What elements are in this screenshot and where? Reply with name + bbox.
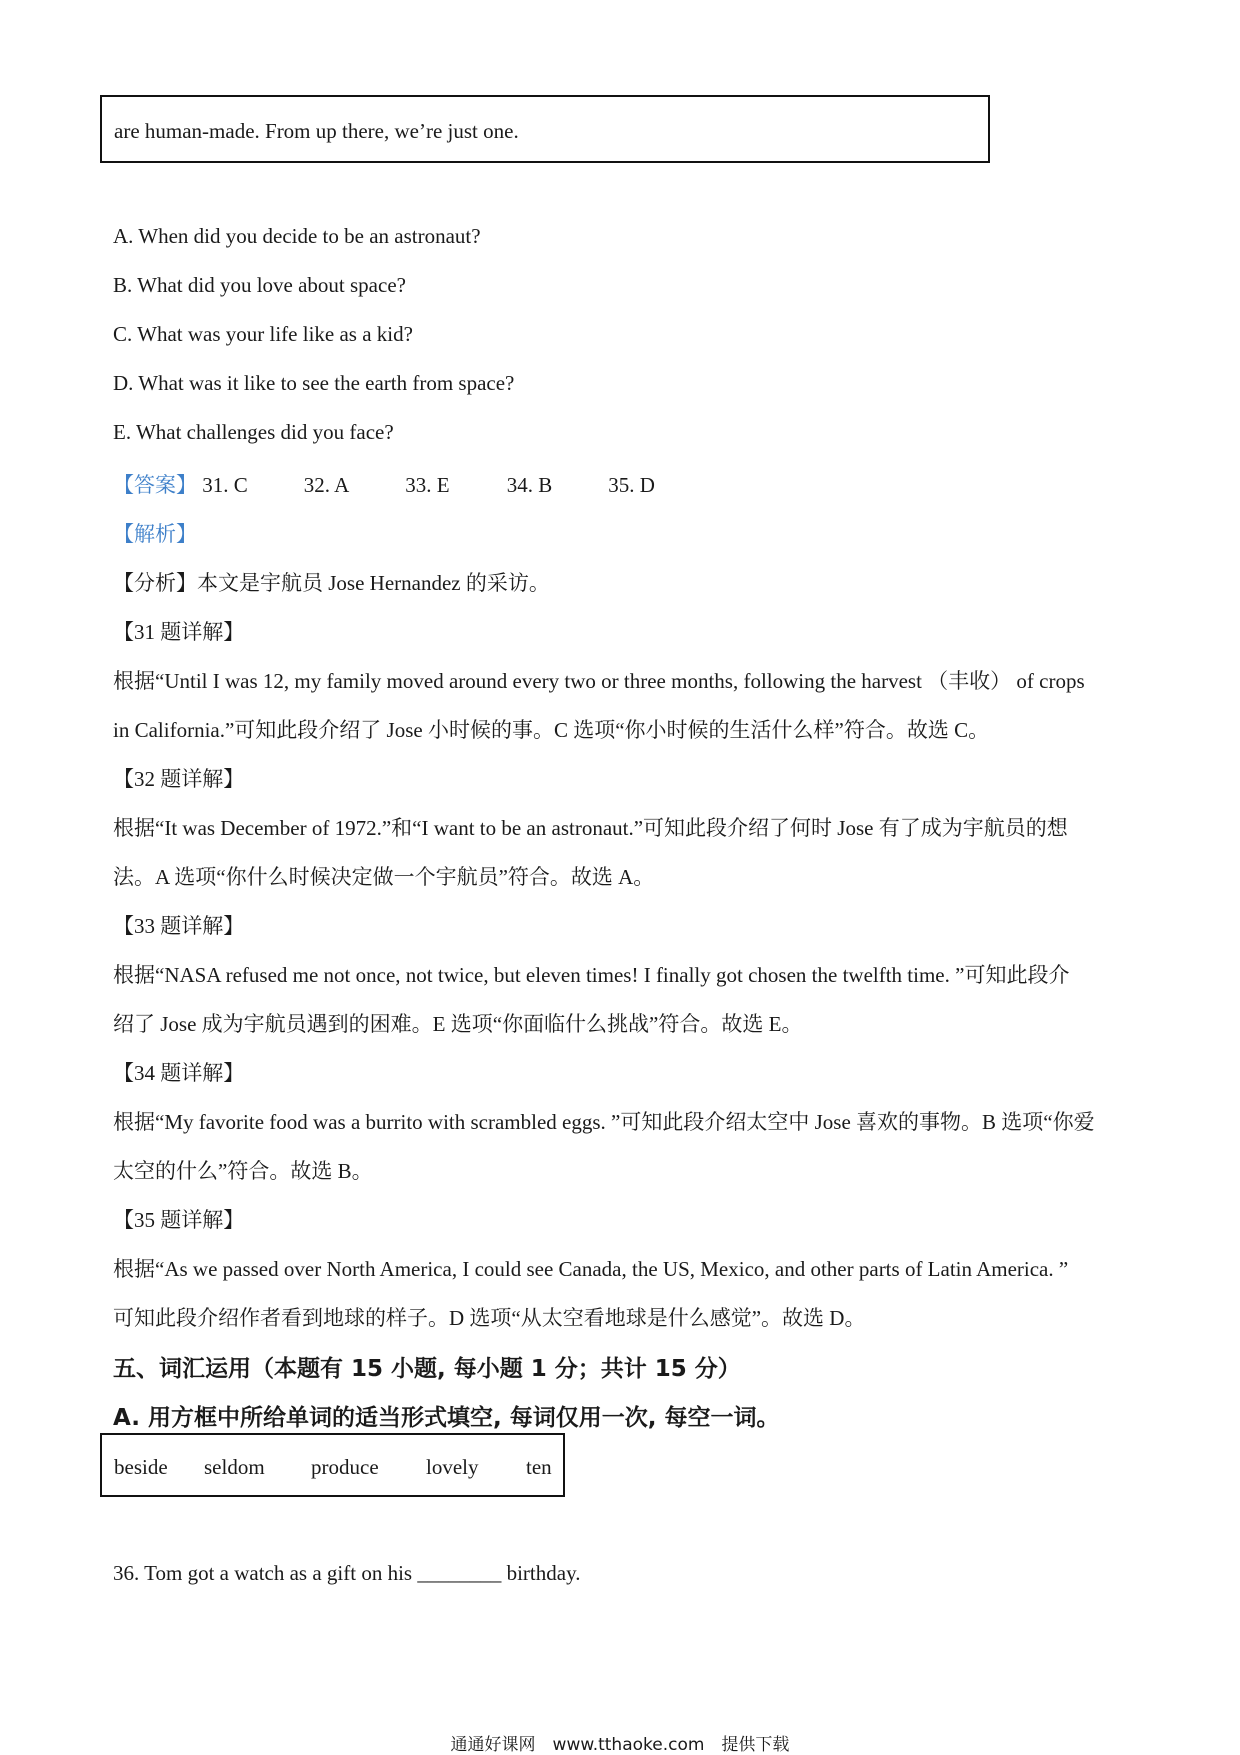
option-a: A. When did you decide to be an astronaut? <box>113 224 481 248</box>
answer-item: 35. D <box>608 473 655 497</box>
word-bank-item: ten <box>526 1455 552 1479</box>
section-title: 五、词汇运用（本题有 15 小题, 每小题 1 分；共计 15 分） <box>113 1356 741 1382</box>
word-bank-box <box>100 1433 565 1497</box>
detail-33-line-2: 绍了 Jose 成为宇航员遇到的困难。E 选项“你面临什么挑战”符合。故选 E。 <box>113 1012 803 1036</box>
passage-tail-text: are human-made. From up there, we’re just one. <box>114 119 519 143</box>
option-e: E. What challenges did you face? <box>113 420 394 444</box>
detail-32-heading: 【32 题详解】 <box>113 767 245 791</box>
detail-34-line-1: 根据“My favorite food was a burrito with scrambled eggs. ”可知此段介绍太空中 Jose 喜欢的事物。B 选项“你爱 <box>113 1110 1095 1134</box>
word-bank-item: lovely <box>426 1455 479 1479</box>
detail-31-line-1: 根据“Until I was 12, my family moved around every two or three months, following the harvest （丰收） of crops <box>113 669 1085 693</box>
detail-35-line-2: 可知此段介绍作者看到地球的样子。D 选项“从太空看地球是什么感觉”。故选 D。 <box>113 1306 866 1330</box>
question-36: 36. Tom got a watch as a gift on his ________ birthday. <box>113 1561 581 1585</box>
analysis-label: 【解析】 <box>113 522 197 546</box>
detail-34-line-2: 太空的什么”符合。故选 B。 <box>113 1159 373 1183</box>
answer-item: 31. C <box>202 473 248 497</box>
option-b: B. What did you love about space? <box>113 273 406 297</box>
detail-32-line-2: 法。A 选项“你什么时候决定做一个宇航员”符合。故选 A。 <box>113 865 655 889</box>
detail-35-heading: 【35 题详解】 <box>113 1208 245 1232</box>
answer-label: 【答案】 <box>113 473 197 497</box>
word-bank-item: beside <box>114 1455 168 1479</box>
word-bank-item: seldom <box>204 1455 265 1479</box>
option-d: D. What was it like to see the earth from space? <box>113 371 515 395</box>
answer-row <box>113 469 666 499</box>
word-bank-item: produce <box>311 1455 379 1479</box>
detail-34-heading: 【34 题详解】 <box>113 1061 245 1085</box>
detail-31-heading: 【31 题详解】 <box>113 620 245 644</box>
detail-33-heading: 【33 题详解】 <box>113 914 245 938</box>
detail-31-line-2: in California.”可知此段介绍了 Jose 小时候的事。C 选项“你小时候的生活什么样”符合。故选 C。 <box>113 718 990 742</box>
answer-item: 33. E <box>405 473 450 497</box>
page-footer: 通通好课网 www.tthaoke.com 提供下载 <box>450 1735 790 1755</box>
part-a-title: A. 用方框中所给单词的适当形式填空, 每词仅用一次, 每空一词。 <box>113 1405 780 1431</box>
passage-box <box>100 95 990 163</box>
detail-33-line-1: 根据“NASA refused me not once, not twice, but eleven times! I finally got chosen the twelfth time. ”可知此段介 <box>113 963 1070 987</box>
detail-35-line-1: 根据“As we passed over North America, I could see Canada, the US, Mexico, and other parts of Latin America. ” <box>113 1257 1069 1281</box>
answer-item: 34. B <box>506 473 553 497</box>
answer-item: 32. A <box>303 473 350 497</box>
detail-32-line-1: 根据“It was December of 1972.”和“I want to be an astronaut.”可知此段介绍了何时 Jose 有了成为宇航员的想 <box>113 816 1068 840</box>
option-c: C. What was your life like as a kid? <box>113 322 413 346</box>
summary-text: 【分析】本文是宇航员 Jose Hernandez 的采访。 <box>113 571 550 595</box>
